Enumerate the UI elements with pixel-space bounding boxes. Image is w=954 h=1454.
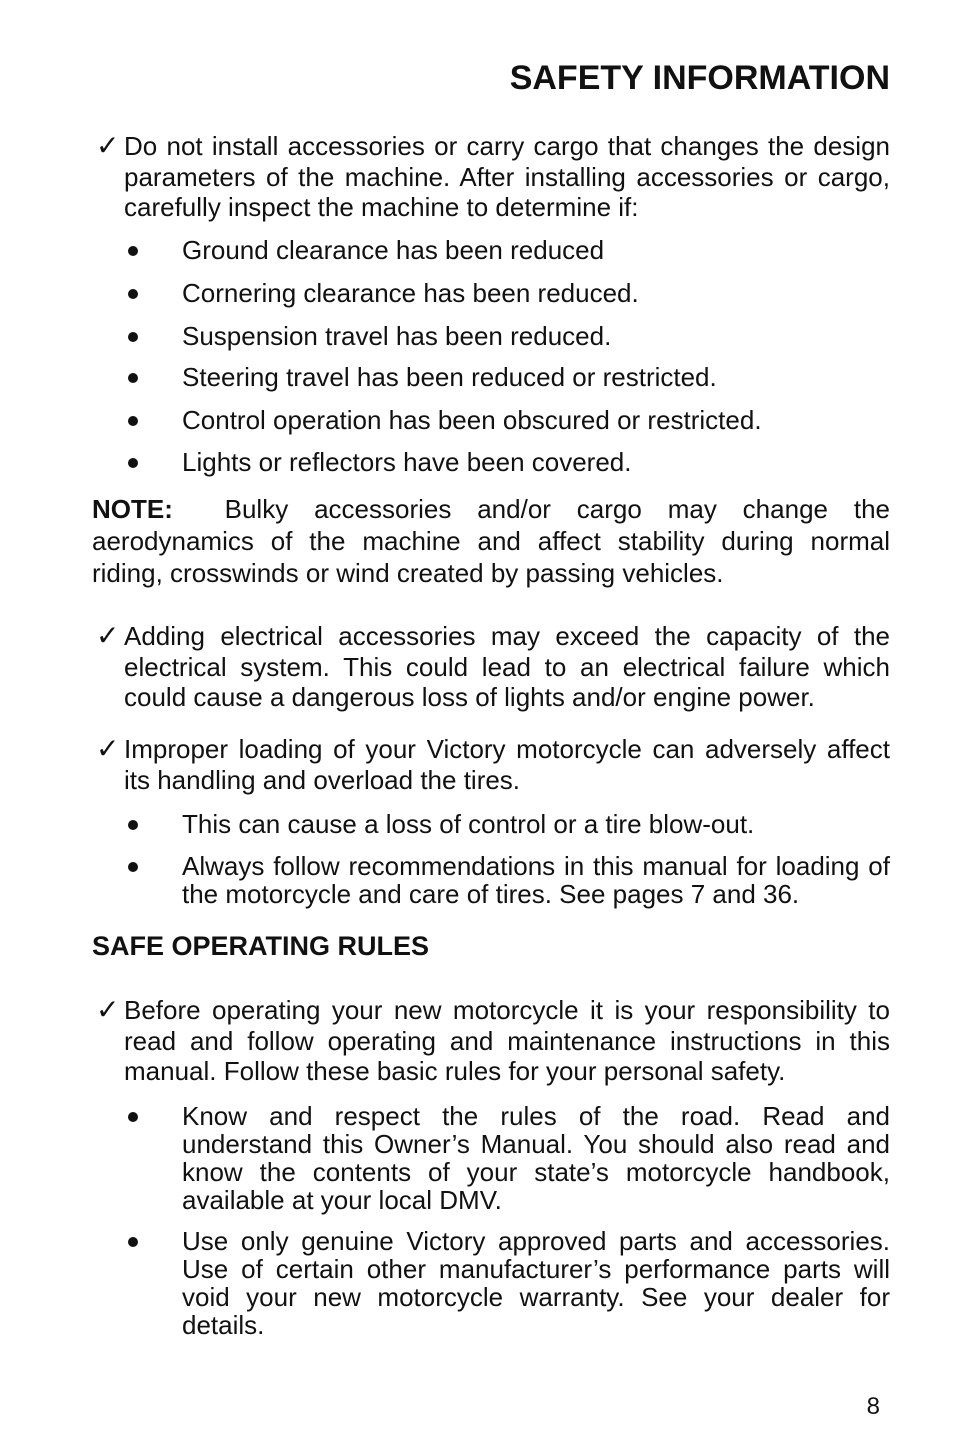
bullet-icon <box>128 1237 138 1247</box>
check-item-text: Improper loading of your Victory motorcycle can adversely affect its handling and overload the tires. <box>124 734 890 795</box>
check-item-text: Before operating your new motorcycle it is your responsibility to read and follow operating and maintenance instructions in this manual. Follow these basic rules for your personal safety. <box>124 995 890 1086</box>
page-number: 8 <box>866 1393 880 1420</box>
note-text: Bulky accessories and/or cargo may change the aerodynamics of the machine and affect stability during normal riding, crosswinds or wind created by passing vehicles. <box>92 494 890 588</box>
bullet-icon <box>128 332 138 342</box>
list-item <box>92 1227 890 1339</box>
bullet-icon <box>128 1112 138 1122</box>
list-item-text: Steering travel has been reduced or restricted. <box>182 362 717 392</box>
bullet-icon <box>128 246 138 256</box>
checkmark-icon: ✓ <box>96 620 120 651</box>
list-item <box>92 236 890 264</box>
check-item-accessories <box>92 131 890 223</box>
checkmark-icon: ✓ <box>96 130 120 161</box>
bullet-icon <box>128 458 138 468</box>
list-item <box>92 406 890 434</box>
list-item-text: Always follow recommendations in this manual for loading of the motorcycle and care of tires. See pages 7 and 36. <box>182 851 890 909</box>
page-title: SAFETY INFORMATION <box>509 59 890 97</box>
check-item-operating <box>92 995 890 1087</box>
list-item-text: This can cause a loss of control or a tire blow-out. <box>182 809 755 839</box>
list-item <box>92 279 890 307</box>
bullet-icon <box>128 862 138 872</box>
checkmark-icon: ✓ <box>96 733 120 764</box>
list-item <box>92 363 890 391</box>
list-item <box>92 448 890 476</box>
check-item-electrical <box>92 621 890 713</box>
list-item <box>92 322 890 350</box>
check-item-loading <box>92 734 890 795</box>
list-item-text: Use only genuine Victory approved parts and accessories. Use of certain other manufacturer’s performance parts will void your new motorcycle warranty. See your dealer for details. <box>182 1226 890 1340</box>
section-heading: SAFE OPERATING RULES <box>92 931 430 961</box>
list-item-text: Know and respect the rules of the road. Read and understand this Owner’s Manual. You should also read and know the contents of your state’s motorcycle handbook, available at your local DMV. <box>182 1101 890 1215</box>
check-item-text: Do not install accessories or carry cargo that changes the design parameters of the machine. After installing accessories or cargo, carefully inspect the machine to determine if: <box>124 131 890 222</box>
note-paragraph <box>92 493 890 589</box>
bullet-icon <box>128 289 138 299</box>
bullet-icon <box>128 416 138 426</box>
list-item-text: Suspension travel has been reduced. <box>182 321 612 351</box>
list-item <box>92 1102 890 1214</box>
list-item-text: Lights or reflectors have been covered. <box>182 447 632 477</box>
list-item-text: Cornering clearance has been reduced. <box>182 278 639 308</box>
list-item <box>92 810 890 838</box>
check-item-text: Adding electrical accessories may exceed the capacity of the electrical system. This could lead to an electrical failure which could cause a dangerous loss of lights and/or engine power. <box>124 621 890 712</box>
note-label: NOTE: <box>92 494 173 524</box>
bullet-icon <box>128 373 138 383</box>
list-item-text: Control operation has been obscured or restricted. <box>182 405 762 435</box>
list-item <box>92 852 890 908</box>
list-item-text: Ground clearance has been reduced <box>182 235 605 265</box>
bullet-icon <box>128 820 138 830</box>
checkmark-icon: ✓ <box>96 994 120 1025</box>
